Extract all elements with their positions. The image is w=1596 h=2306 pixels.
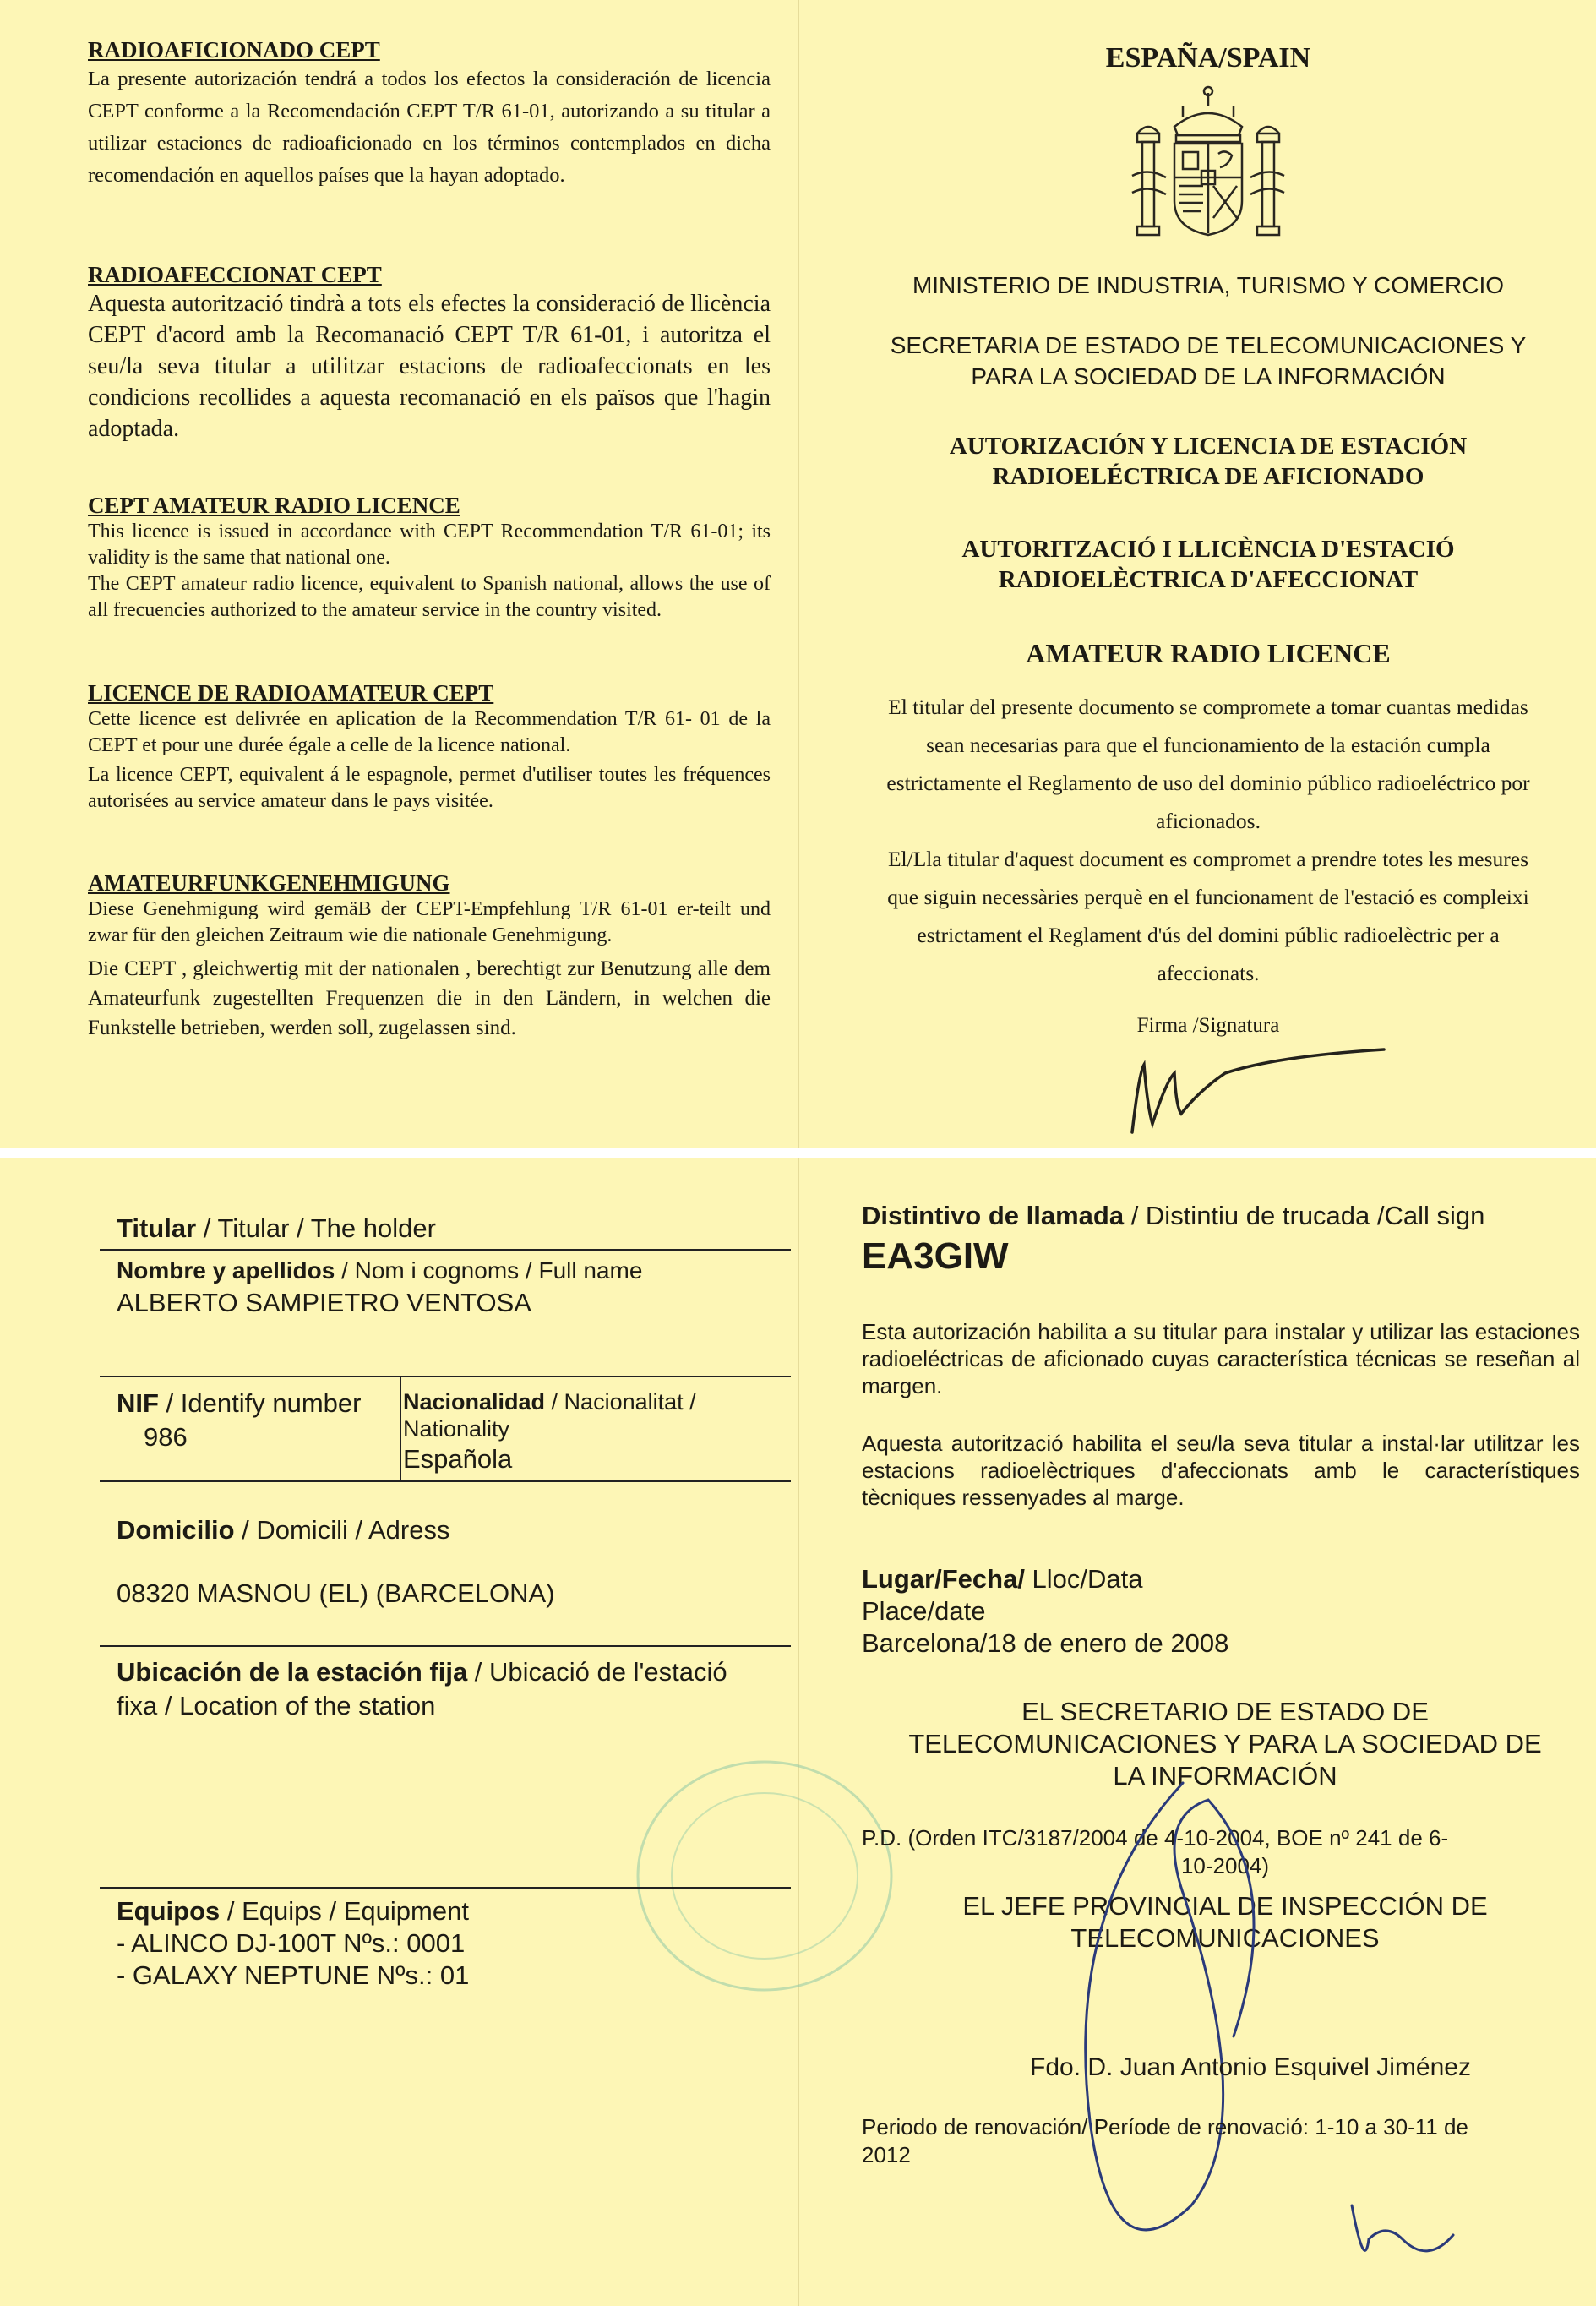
holder-signature-icon [1115,1039,1394,1148]
signature-label: Firma /Signatura [1136,1014,1280,1037]
rule-address [100,1645,791,1647]
authority-line-1: EL SECRETARIO DE ESTADO DE [1021,1697,1429,1726]
equipment-item: - ALINCO DJ-100T Nºs.: 0001 [117,1928,466,1958]
official-signature-icon [1031,1766,1470,2290]
signed-by: Fdo. D. Juan Antonio Esquivel Jiménez [1030,2053,1471,2081]
callsign-label [862,1200,1484,1232]
address-label-bold: Domicilio [117,1515,235,1545]
name-label [117,1255,642,1287]
nationality-label [403,1387,696,1416]
commitment-ca: El/Lla titular d'aquest document es compromet a prendre totes les mesures que siguin necessàries perquè en el funcionament de l'estació es compleixi estrictament el Reglament d'ús del domini públic radioelèctric per a afeccionats. [887,847,1529,985]
licence-inside-panel [0,1158,1596,2306]
place-date-label-rest: Lloc/Data [1024,1564,1143,1594]
title-ca-line-2: RADIOELÈCTRICA D'AFECCIONAT [998,566,1419,593]
text-radioafeccionat: Aquesta autorització tindrà a tots els efectes la consideració de llicència CEPT d'acord amb la Recomanació CEPT T/R 61-01, i autoritza el seu/la seva titular a utilitzar estacions de radioafeccionats en les condicions recollides a aquesta recomanació en els països que l'hagin adoptada. [88,291,771,442]
holder-label-rest: / Titular / The holder [196,1213,436,1243]
heading-licence-radioamateur: LICENCE DE RADIOAMATEUR CEPT [88,680,494,706]
renewal-line-1: Periodo de renovación/ Període de renovació: 1-10 a 30-11 de [862,2114,1468,2140]
authority-line-3: LA INFORMACIÓN [1113,1761,1337,1791]
place-date-label-2: Place/date [862,1596,986,1626]
rule-nif-top [100,1376,791,1377]
section-en-cept [88,493,771,624]
holder-label-bold: Titular [117,1213,197,1243]
secretary-line-2: PARA LA SOCIEDAD DE LA INFORMACIÓN [971,363,1446,390]
equipment-label-rest: / Equips / Equipment [220,1896,469,1926]
title-ca-line-1: AUTORITZACIÓ I LLICÈNCIA D'ESTACIÓ [961,536,1455,563]
fold-line [798,0,799,1148]
title-es-line-2: RADIOELÉCTRICA DE AFICIONADO [992,463,1424,490]
name-label-rest: / Nom i cognoms / Full name [335,1257,643,1284]
name-value: ALBERTO SAMPIETRO VENTOSA [117,1288,531,1317]
address-value: 08320 MASNOU (EL) (BARCELONA) [117,1578,555,1608]
commitment-es: El titular del presente documento se compromete a tomar cuantas medidas sean necesarias para que el funcionamiento de la estación cumpla estrictamente el Reglamento de uso del dominio público radioeléctrico por aficionados. [886,695,1530,833]
nationality-label-rest: / Nacionalitat / [545,1389,696,1415]
nif-label [117,1387,361,1420]
nationality-value: Española [403,1444,513,1474]
callsign-value: EA3GIW [862,1235,1009,1277]
rule-holder [100,1249,791,1251]
coat-of-arms-icon [1124,83,1293,243]
section-de-cept [88,870,771,1043]
text-cept-amateur-2: The CEPT amateur radio licence, equivalent to Spanish national, allows the use of all frecuencies authorized to the amateur service in the country visited. [88,573,771,621]
place-date-label-bold: Lugar/Fecha/ [862,1564,1025,1594]
place-date-label [862,1563,1143,1595]
authority-line-2: TELECOMUNICACIONES Y PARA LA SOCIEDAD DE [908,1729,1542,1758]
address-label-rest: / Domicili / Adress [234,1515,450,1545]
text-amateurfunk-1: Diese Genehmigung wird gemäB der CEPT-Empfehlung T/R 61-01 er-teilt und zwar für den gleichen Zeitraum wie die nationale Genehmigung. [88,898,771,946]
fold-line-inside [798,1158,799,2306]
ministry-name: MINISTERIO DE INDUSTRIA, TURISMO Y COMERCIO [912,272,1505,298]
title-en: AMATEUR RADIO LICENCE [1026,638,1391,668]
renewal-line-2: 2012 [862,2142,911,2167]
heading-radioafeccionat: RADIOAFECCIONAT CEPT [88,262,382,287]
text-radioaficionado: La presente autorización tendrá a todos los efectos la consideración de licencia CEPT conforme a la Recomendación CEPT T/R 61-01, autorizando a su titular a utilizar estaciones de radioaficionado en los términos contemplados en dicha recomendación en aquellos países que la hayan adoptado. [88,68,771,187]
rule-nif-divider [400,1376,401,1480]
place-date-value: Barcelona/18 de enero de 2008 [862,1628,1229,1658]
address-label [117,1514,449,1546]
callsign-label-bold: Distintivo de llamada [862,1201,1125,1230]
heading-amateurfunk: AMATEURFUNKGENEHMIGUNG [88,870,450,896]
location-label [117,1656,727,1688]
nationality-label-2: Nationality [403,1416,510,1442]
authorization-es: Esta autorización habilita a su titular para instalar y utilizar las estaciones radioeléctricas de aficionado cuyas característica técnicas se reseñan al margen. [862,1319,1580,1398]
title-es-line-1: AUTORIZACIÓN Y LICENCIA DE ESTACIÓN [949,433,1468,460]
text-licence-radioamateur-1: Cette licence est delivrée en aplication de la Recommendation T/R 61- 01 de la CEPT et pour une durée égale a celle de la licence national. [88,708,771,756]
text-amateurfunk-2: Die CEPT , gleichwertig mit der nationalen , berechtigt zur Benutzung alle dem Amateurfunk zugestellten Frequenzen die in den Ländern, in welchen die Funkstelle betrieben, werden soll, zugelassen sind. [88,957,771,1039]
chief-line-1: EL JEFE PROVINCIAL DE INSPECCIÓN DE [962,1891,1488,1921]
rule-location [100,1887,791,1889]
nif-value: 986 [144,1422,188,1452]
nif-label-bold: NIF [117,1388,159,1418]
country-title: ESPAÑA/SPAIN [1105,42,1311,74]
heading-radioaficionado: RADIOAFICIONADO CEPT [88,37,380,63]
authorization-ca: Aquesta autorització habilita el seu/la seva titular a instal·lar utilitzar les estacions radioelèctriques d'afeccionats amb le característiques tècniques ressenyades al marge. [862,1431,1580,1510]
licence-front-panel [0,0,1596,1148]
nif-label-rest: / Identify number [158,1388,362,1418]
location-label-bold: Ubicación de la estación fija [117,1657,468,1687]
nationality-label-bold: Nacionalidad [403,1389,546,1415]
section-ca-cept [88,262,771,444]
pd-line-1: P.D. (Orden ITC/3187/2004 de 4-10-2004, BOE nº 241 de 6- [862,1825,1449,1851]
equipment-label [117,1895,469,1927]
chief-line-2: TELECOMUNICACIONES [1070,1923,1380,1953]
equipment-label-bold: Equipos [117,1896,221,1926]
section-fr-cept [88,680,771,815]
text-licence-radioamateur-2: La licence CEPT, equivalent á le espagnole, permet d'utiliser toutes les fréquences autorisées au service amateur dans le pays visitée. [88,764,771,812]
heading-cept-amateur: CEPT AMATEUR RADIO LICENCE [88,493,460,518]
holder-label [117,1213,436,1245]
location-label-2: fixa / Location of the station [117,1691,436,1720]
section-es-cept [88,37,771,192]
pd-line-2: 10-2004) [1180,1853,1270,1878]
name-label-bold: Nombre y apellidos [117,1257,335,1284]
rule-nif-bottom [100,1480,791,1482]
text-cept-amateur-1: This licence is issued in accordance with CEPT Recommendation T/R 61-01; its validity is the same that national one. [88,521,771,569]
location-label-rest: / Ubicació de l'estació [467,1657,727,1687]
equipment-item: - GALAXY NEPTUNE Nºs.: 01 [117,1960,470,1990]
secretary-line-1: SECRETARIA DE ESTADO DE TELECOMUNICACIONES Y [890,332,1527,358]
callsign-label-rest: / Distintiu de trucada /Call sign [1124,1201,1485,1230]
